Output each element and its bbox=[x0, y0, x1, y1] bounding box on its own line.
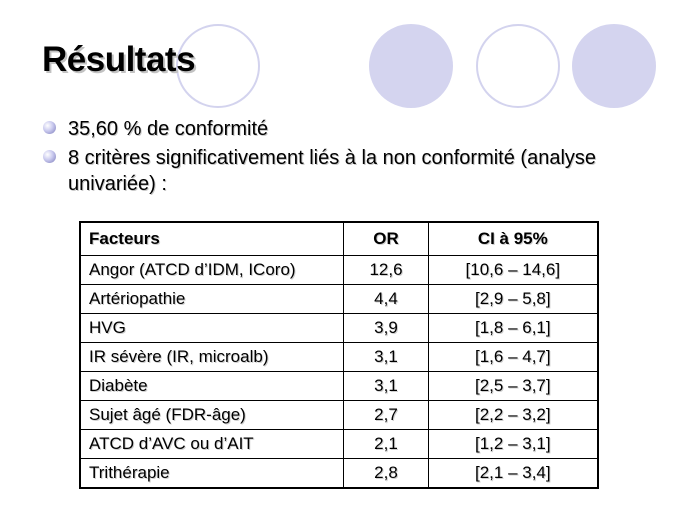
bullet-item bbox=[40, 145, 660, 197]
bullet-item bbox=[40, 116, 660, 142]
table-row bbox=[80, 401, 598, 430]
cell-or: 3,1 bbox=[344, 372, 428, 401]
cell-ci: [1,8 – 6,1] bbox=[428, 314, 598, 343]
bullet-list bbox=[40, 116, 660, 200]
cell-ci: [2,1 – 3,4] bbox=[428, 459, 598, 489]
slide-title: Résultats bbox=[42, 40, 196, 79]
cell-factor: Sujet âgé (FDR-âge) bbox=[80, 401, 344, 430]
cell-or: 3,1 bbox=[344, 343, 428, 372]
table-row bbox=[80, 285, 598, 314]
header-factors: Facteurs bbox=[80, 222, 344, 256]
cell-or: 2,8 bbox=[344, 459, 428, 489]
table-row bbox=[80, 256, 598, 285]
cell-factor: Diabète bbox=[80, 372, 344, 401]
header-ci: CI à 95% bbox=[428, 222, 598, 256]
bullet-text: 35,60 % de conformité bbox=[68, 118, 269, 140]
cell-or: 12,6 bbox=[344, 256, 428, 285]
cell-ci: [1,6 – 4,7] bbox=[428, 343, 598, 372]
header-or: OR bbox=[344, 222, 428, 256]
table-row bbox=[80, 314, 598, 343]
cell-ci: [2,5 – 3,7] bbox=[428, 372, 598, 401]
cell-ci: [2,9 – 5,8] bbox=[428, 285, 598, 314]
table-row bbox=[80, 343, 598, 372]
cell-or: 2,1 bbox=[344, 430, 428, 459]
cell-factor: IR sévère (IR, microalb) bbox=[80, 343, 344, 372]
results-table bbox=[79, 221, 599, 489]
decorative-circle-filled bbox=[572, 24, 656, 108]
bullet-icon bbox=[43, 150, 56, 163]
decorative-circle-outline bbox=[476, 24, 560, 108]
cell-or: 4,4 bbox=[344, 285, 428, 314]
cell-ci: [2,2 – 3,2] bbox=[428, 401, 598, 430]
cell-or: 2,7 bbox=[344, 401, 428, 430]
bullet-text: 8 critères significativement liés à la non conformité (analyse univariée) : bbox=[68, 147, 597, 195]
cell-factor: ATCD d’AVC ou d’AIT bbox=[80, 430, 344, 459]
table-row bbox=[80, 372, 598, 401]
cell-factor: HVG bbox=[80, 314, 344, 343]
bullet-icon bbox=[43, 121, 56, 134]
cell-factor: Artériopathie bbox=[80, 285, 344, 314]
cell-ci: [10,6 – 14,6] bbox=[428, 256, 598, 285]
table-row bbox=[80, 430, 598, 459]
cell-ci: [1,2 – 3,1] bbox=[428, 430, 598, 459]
table-header-row bbox=[80, 222, 598, 256]
table-row bbox=[80, 459, 598, 489]
decorative-circle-filled bbox=[369, 24, 453, 108]
cell-or: 3,9 bbox=[344, 314, 428, 343]
cell-factor: Angor (ATCD d’IDM, ICoro) bbox=[80, 256, 344, 285]
cell-factor: Trithérapie bbox=[80, 459, 344, 489]
